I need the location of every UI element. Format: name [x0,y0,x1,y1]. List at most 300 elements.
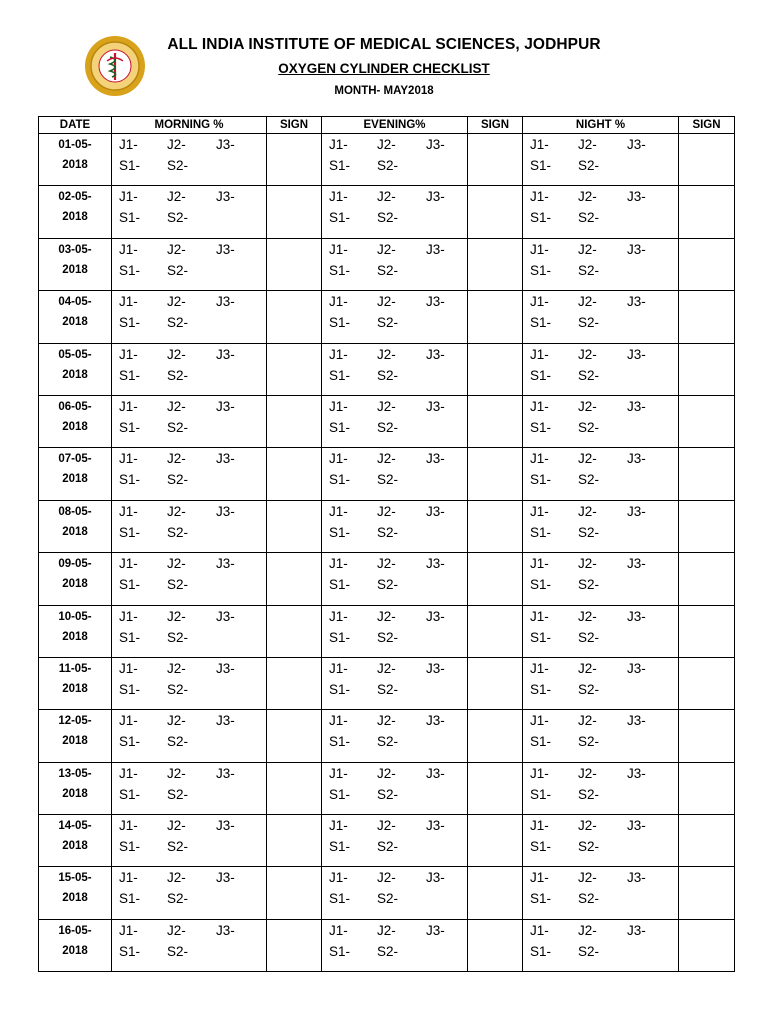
j1-label: J1- [329,398,348,414]
j1-label: J1- [119,189,138,205]
sign-morning-cell[interactable] [267,553,322,605]
morning-cell[interactable] [112,919,267,971]
night-cell[interactable] [523,919,679,971]
j1-label: J1- [329,241,348,257]
col-sign-evening: SIGN [468,117,523,134]
night-cell[interactable] [523,553,679,605]
s1-label: S1- [119,681,141,697]
j2-label: J2- [377,870,396,886]
night-cell[interactable] [523,500,679,552]
s1-label: S1- [329,681,351,697]
j1-label: J1- [329,713,348,729]
j3-label: J3- [426,922,445,938]
table-row [39,762,735,814]
j3-label: J3- [216,241,235,257]
date-line-1: 01-05- [58,139,92,151]
sign-night-cell[interactable] [679,238,735,290]
j2-label: J2- [167,398,186,414]
date-line-1: 14-05- [58,820,92,833]
evening-cell[interactable] [322,500,468,552]
j1-label: J1- [119,137,138,152]
j3-label: J3- [627,137,646,152]
j2-label: J2- [377,241,396,257]
j1-label: J1- [329,922,348,938]
sign-morning-cell[interactable] [267,919,322,971]
j2-label: J2- [578,451,597,467]
s2-label: S2- [578,419,600,435]
j3-label: J3- [216,398,235,414]
sign-morning-cell[interactable] [267,291,322,343]
date-line-2: 2018 [62,420,88,433]
j1-label: J1- [530,398,549,414]
sign-night-cell[interactable] [679,500,735,552]
sign-morning-cell[interactable] [267,238,322,290]
j3-label: J3- [627,660,646,676]
s1-label: S1- [530,262,552,278]
sign-evening-cell[interactable] [468,134,523,186]
date-line-1: 09-05- [58,558,92,571]
s1-label: S1- [329,786,351,802]
sign-evening-cell[interactable] [468,815,523,867]
j1-label: J1- [119,608,138,624]
j3-label: J3- [627,870,646,886]
evening-cell[interactable] [322,919,468,971]
date-cell [39,500,112,552]
j3-label: J3- [426,713,445,729]
j2-label: J2- [578,503,597,519]
s2-label: S2- [377,524,399,540]
night-cell[interactable] [523,605,679,657]
morning-cell[interactable] [112,657,267,709]
night-cell[interactable] [523,238,679,290]
j2-label: J2- [167,451,186,467]
j2-label: J2- [578,556,597,572]
date-line-1: 07-05- [58,453,92,466]
j3-label: J3- [216,451,235,467]
j2-label: J2- [377,922,396,938]
s1-label: S1- [119,734,141,750]
date-cell [39,867,112,919]
table-row [39,291,735,343]
j3-label: J3- [426,294,445,310]
j1-label: J1- [530,660,549,676]
evening-cell[interactable] [322,343,468,395]
sign-evening-cell[interactable] [468,238,523,290]
morning-cell[interactable] [112,815,267,867]
j3-label: J3- [627,608,646,624]
j1-label: J1- [119,556,138,572]
j1-label: J1- [530,922,549,938]
j1-label: J1- [329,503,348,519]
sign-evening-cell[interactable] [468,657,523,709]
j3-label: J3- [627,713,646,729]
j2-label: J2- [578,660,597,676]
evening-cell[interactable] [322,553,468,605]
sign-evening-cell[interactable] [468,500,523,552]
header-row [39,117,735,134]
j3-label: J3- [426,398,445,414]
s1-label: S1- [329,577,351,593]
sign-morning-cell[interactable] [267,762,322,814]
date-cell [39,134,112,186]
sign-night-cell[interactable] [679,605,735,657]
j3-label: J3- [426,765,445,781]
morning-cell[interactable] [112,710,267,762]
sign-evening-cell[interactable] [468,291,523,343]
s1-label: S1- [329,262,351,278]
sign-evening-cell[interactable] [468,186,523,238]
j1-label: J1- [329,870,348,886]
night-cell[interactable] [523,657,679,709]
s1-label: S1- [530,210,552,226]
s1-label: S1- [329,472,351,488]
s2-label: S2- [578,472,600,488]
morning-cell[interactable] [112,867,267,919]
date-cell [39,238,112,290]
night-cell[interactable] [523,448,679,500]
s1-label: S1- [530,419,552,435]
s2-label: S2- [578,629,600,645]
j1-label: J1- [530,137,549,152]
s1-label: S1- [329,315,351,331]
j2-label: J2- [377,556,396,572]
j1-label: J1- [530,189,549,205]
j1-label: J1- [530,556,549,572]
date-cell [39,448,112,500]
s1-label: S1- [119,891,141,907]
s2-label: S2- [167,367,189,383]
j3-label: J3- [216,189,235,205]
sign-evening-cell[interactable] [468,395,523,447]
night-cell[interactable] [523,710,679,762]
j3-label: J3- [216,870,235,886]
j1-label: J1- [329,556,348,572]
sign-morning-cell[interactable] [267,605,322,657]
s2-label: S2- [167,315,189,331]
morning-cell[interactable] [112,343,267,395]
j1-label: J1- [119,765,138,781]
j2-label: J2- [377,189,396,205]
s1-label: S1- [329,210,351,226]
j3-label: J3- [627,241,646,257]
j1-label: J1- [119,346,138,362]
evening-cell[interactable] [322,605,468,657]
date-line-2: 2018 [62,787,88,800]
j2-label: J2- [377,660,396,676]
j2-label: J2- [167,503,186,519]
s1-label: S1- [329,158,351,173]
s2-label: S2- [167,681,189,697]
j3-label: J3- [627,189,646,205]
sign-night-cell[interactable] [679,448,735,500]
j2-label: J2- [167,189,186,205]
sign-evening-cell[interactable] [468,448,523,500]
checklist-table [38,116,735,972]
s1-label: S1- [530,734,552,750]
date-line-1: 11-05- [58,662,92,675]
j2-label: J2- [377,818,396,834]
j3-label: J3- [426,660,445,676]
j2-label: J2- [377,451,396,467]
j2-label: J2- [578,189,597,205]
night-cell[interactable] [523,343,679,395]
s1-label: S1- [530,629,552,645]
s1-label: S1- [119,577,141,593]
s2-label: S2- [578,839,600,855]
sign-night-cell[interactable] [679,815,735,867]
checklist-title: OXYGEN CYLINDER CHECKLIST [278,61,490,76]
date-line-1: 16-05- [58,924,92,937]
sign-night-cell[interactable] [679,291,735,343]
sign-morning-cell[interactable] [267,134,322,186]
date-line-1: 10-05- [58,610,92,623]
j3-label: J3- [627,818,646,834]
j3-label: J3- [627,346,646,362]
sign-evening-cell[interactable] [468,762,523,814]
date-line-1: 13-05- [58,767,92,780]
morning-cell[interactable] [112,605,267,657]
night-cell[interactable] [523,291,679,343]
j2-label: J2- [578,818,597,834]
j2-label: J2- [578,294,597,310]
j2-label: J2- [167,713,186,729]
j2-label: J2- [167,608,186,624]
evening-cell[interactable] [322,134,468,186]
aiims-emblem-icon [84,35,146,97]
table-row [39,395,735,447]
sign-morning-cell[interactable] [267,343,322,395]
s1-label: S1- [530,367,552,383]
s2-label: S2- [377,577,399,593]
sign-night-cell[interactable] [679,762,735,814]
sign-evening-cell[interactable] [468,867,523,919]
s1-label: S1- [119,158,141,173]
j1-label: J1- [119,398,138,414]
j2-label: J2- [167,818,186,834]
date-line-2: 2018 [62,682,88,695]
j3-label: J3- [216,660,235,676]
s2-label: S2- [167,839,189,855]
sign-evening-cell[interactable] [468,605,523,657]
date-line-1: 05-05- [58,348,92,361]
j1-label: J1- [329,818,348,834]
j1-label: J1- [530,346,549,362]
date-line-2: 2018 [62,944,88,957]
j3-label: J3- [216,503,235,519]
table-row [39,919,735,971]
j3-label: J3- [627,503,646,519]
j1-label: J1- [329,660,348,676]
table-row [39,605,735,657]
night-cell[interactable] [523,762,679,814]
s2-label: S2- [578,681,600,697]
j3-label: J3- [426,241,445,257]
table-row [39,238,735,290]
s1-label: S1- [119,472,141,488]
date-cell [39,815,112,867]
morning-cell[interactable] [112,448,267,500]
aiims-logo [84,35,146,97]
sign-morning-cell[interactable] [267,448,322,500]
j1-label: J1- [329,137,348,152]
s2-label: S2- [167,419,189,435]
table-row [39,657,735,709]
s2-label: S2- [167,472,189,488]
s1-label: S1- [530,891,552,907]
evening-cell[interactable] [322,186,468,238]
morning-cell[interactable] [112,238,267,290]
j2-label: J2- [578,713,597,729]
evening-cell[interactable] [322,291,468,343]
sign-morning-cell[interactable] [267,867,322,919]
sign-night-cell[interactable] [679,553,735,605]
morning-cell[interactable] [112,395,267,447]
evening-cell[interactable] [322,815,468,867]
s2-label: S2- [578,315,600,331]
date-cell [39,395,112,447]
col-evening: EVENING% [322,117,468,134]
j3-label: J3- [426,346,445,362]
sign-evening-cell[interactable] [468,710,523,762]
j3-label: J3- [216,713,235,729]
j2-label: J2- [167,346,186,362]
morning-cell[interactable] [112,500,267,552]
date-line-1: 12-05- [58,715,92,728]
sign-morning-cell[interactable] [267,500,322,552]
sign-night-cell[interactable] [679,710,735,762]
s2-label: S2- [167,629,189,645]
s1-label: S1- [530,577,552,593]
j1-label: J1- [119,451,138,467]
j1-label: J1- [119,503,138,519]
date-cell [39,762,112,814]
s1-label: S1- [530,786,552,802]
j3-label: J3- [426,189,445,205]
s1-label: S1- [530,524,552,540]
j3-label: J3- [426,503,445,519]
sign-evening-cell[interactable] [468,343,523,395]
date-line-2: 2018 [62,735,88,748]
morning-cell[interactable] [112,291,267,343]
s2-label: S2- [578,524,600,540]
s2-label: S2- [167,734,189,750]
date-cell [39,657,112,709]
col-date: DATE [39,117,112,134]
s1-label: S1- [119,839,141,855]
s2-label: S2- [167,943,189,959]
sign-night-cell[interactable] [679,343,735,395]
table-row [39,710,735,762]
sign-night-cell[interactable] [679,867,735,919]
morning-cell[interactable] [112,186,267,238]
evening-cell[interactable] [322,448,468,500]
sign-night-cell[interactable] [679,657,735,709]
date-line-1: 08-05- [58,505,92,518]
date-line-2: 2018 [62,263,88,276]
s2-label: S2- [377,839,399,855]
j2-label: J2- [578,346,597,362]
col-night: NIGHT % [523,117,679,134]
date-cell [39,291,112,343]
sign-morning-cell[interactable] [267,657,322,709]
j2-label: J2- [377,608,396,624]
j1-label: J1- [530,451,549,467]
j1-label: J1- [329,451,348,467]
night-cell[interactable] [523,134,679,186]
morning-cell[interactable] [112,134,267,186]
evening-cell[interactable] [322,762,468,814]
j3-label: J3- [216,137,235,152]
sign-morning-cell[interactable] [267,710,322,762]
month-label: MONTH- MAY2018 [334,85,434,97]
j1-label: J1- [329,189,348,205]
night-cell[interactable] [523,395,679,447]
j2-label: J2- [167,870,186,886]
sign-morning-cell[interactable] [267,815,322,867]
evening-cell[interactable] [322,395,468,447]
j2-label: J2- [578,241,597,257]
sign-night-cell[interactable] [679,919,735,971]
j2-label: J2- [167,765,186,781]
morning-cell[interactable] [112,553,267,605]
j1-label: J1- [329,765,348,781]
j2-label: J2- [377,398,396,414]
date-line-2: 2018 [62,368,88,381]
j3-label: J3- [426,137,445,152]
s2-label: S2- [578,786,600,802]
evening-cell[interactable] [322,867,468,919]
s2-label: S2- [377,210,399,226]
sign-night-cell[interactable] [679,186,735,238]
j1-label: J1- [530,765,549,781]
col-sign-night: SIGN [679,117,735,134]
j3-label: J3- [426,451,445,467]
j1-label: J1- [119,870,138,886]
j3-label: J3- [426,870,445,886]
institute-name: ALL INDIA INSTITUTE OF MEDICAL SCIENCES, JODHPUR [167,36,601,53]
sign-morning-cell[interactable] [267,186,322,238]
date-line-2: 2018 [62,211,88,224]
night-cell[interactable] [523,815,679,867]
j3-label: J3- [426,818,445,834]
s2-label: S2- [167,891,189,907]
j1-label: J1- [119,922,138,938]
sign-evening-cell[interactable] [468,919,523,971]
j2-label: J2- [578,137,597,152]
sign-night-cell[interactable] [679,395,735,447]
s2-label: S2- [578,734,600,750]
evening-cell[interactable] [322,238,468,290]
evening-cell[interactable] [322,657,468,709]
evening-cell[interactable] [322,710,468,762]
night-cell[interactable] [523,186,679,238]
s1-label: S1- [329,891,351,907]
j1-label: J1- [119,241,138,257]
sign-evening-cell[interactable] [468,553,523,605]
s2-label: S2- [578,577,600,593]
j2-label: J2- [167,922,186,938]
s2-label: S2- [578,367,600,383]
sign-night-cell[interactable] [679,134,735,186]
j3-label: J3- [627,922,646,938]
s1-label: S1- [530,472,552,488]
sign-morning-cell[interactable] [267,395,322,447]
date-line-2: 2018 [62,630,88,643]
morning-cell[interactable] [112,762,267,814]
date-cell [39,919,112,971]
date-line-2: 2018 [62,578,88,591]
night-cell[interactable] [523,867,679,919]
